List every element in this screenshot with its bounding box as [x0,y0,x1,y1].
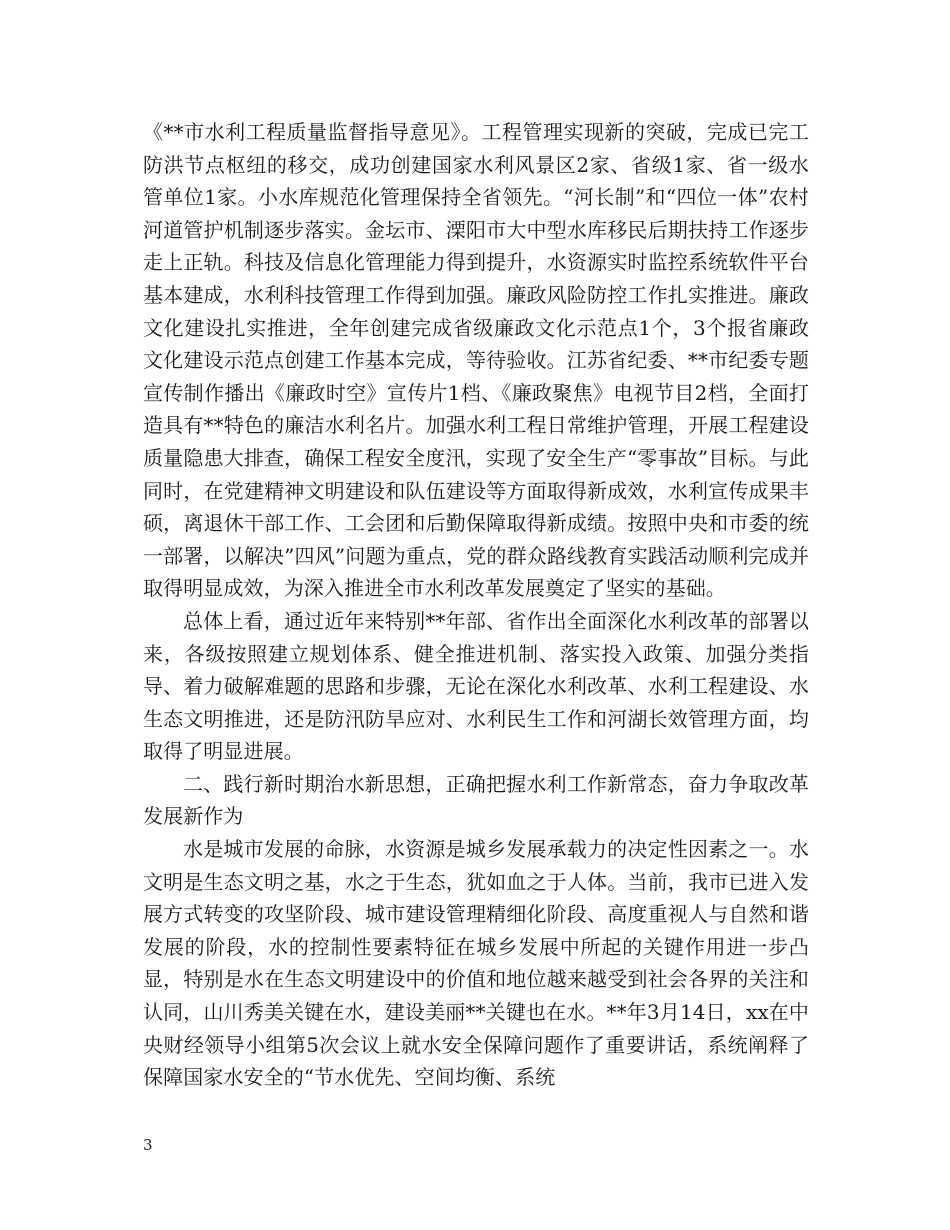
paragraph-1: 《**市水利工程质量监督指导意见》。工程管理实现新的突破，完成已完工防洪节点枢纽的移交，成功创建国家水利风景区2家、省级1家、省一级水管单位1家。小水库规范化管理保持全省领先。“河长制”和“四位一体”农村河道管护机制逐步落实。金坛市、溧阳市大中型水库移民后期扶持工作逐步走上正轨。科技及信息化管理能力得到提升，水资源实时监控系统软件平台基本建成，水利科技管理工作得到加强。廉政风险防控工作扎实推进。廉政文化建设扎实推进，全年创建完成省级廉政文化示范点1个，3个报省廉政文化建设示范点创建工作基本完成，等待验收。江苏省纪委、**市纪委专题宣传制作播出《廉政时空》宣传片1档、《廉政聚焦》电视节目2档，全面打造具有**特色的廉洁水利名片。加强水利工程日常维护管理，开展工程建设质量隐患大排查，确保工程安全度汛，实现了安全生产“零事故”目标。与此同时，在党建精神文明建设和队伍建设等方面取得新成效，水利宣传成果丰硕，离退休干部工作、工会团和后勤保障取得新成绩。按照中央和市委的统一部署，以解决”四风”问题为重点，党的群众路线教育实践活动顺利完成并取得明显成效，为深入推进全市水利改革发展奠定了坚实的基础。 [143,120,809,601]
document-body [143,116,809,1094]
paragraph-2: 总体上看，通过近年来特别**年部、省作出全面深化水利改革的部署以来，各级按照建立规划体系、健全推进机制、落实投入政策、加强分类指导、着力破解难题的思路和步骤，无论在深化水利改革、水利工程建设、水生态文明推进，还是防汛防旱应对、水利民生工作和河湖长效管理方面，均取得了明显进展。 [143,608,809,764]
page-number: 3 [143,1136,153,1154]
paragraph-3: 水是城市发展的命脉，水资源是城乡发展承载力的决定性因素之一。水文明是生态文明之基，水之于生态，犹如血之于人体。当前，我市已进入发展方式转变的攻坚阶段、城市建设管理精细化阶段、高度重视人与自然和谐发展的阶段，水的控制性要素特征在城乡发展中所起的关键作用进一步凸显，特别是水在生态文明建设中的价值和地位越来越受到社会各界的关注和认同，山川秀美关键在水，建设美丽**关键也在水。**年3月14日，xx在中央财经领导小组第5次会议上就水安全保障问题作了重要讲话，系统阐释了保障国家水安全的“节水优先、空间均衡、系统 [143,837,809,1090]
section-heading: 二、践行新时期治水新思想，正确把握水利工作新常态，奋力争取改革发展新作为 [143,771,809,829]
